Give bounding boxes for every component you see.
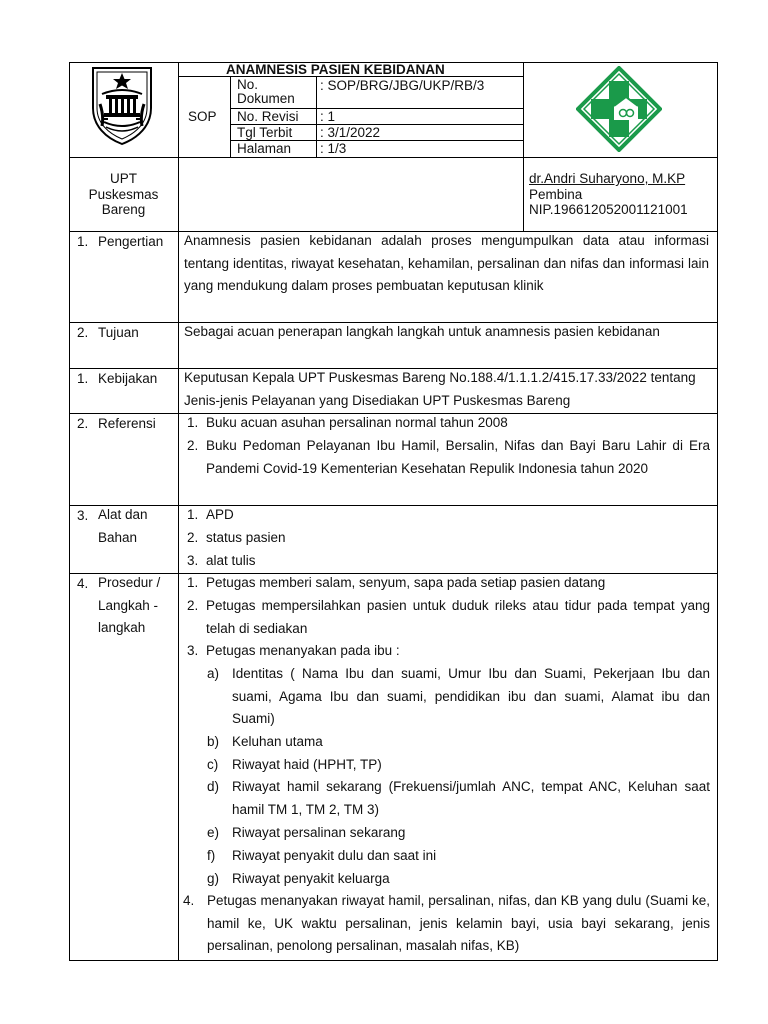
list-text: status pasien xyxy=(206,530,286,545)
sub-list-text: Riwayat persalinan sekarang xyxy=(232,825,406,840)
sub-list-letter: a) xyxy=(207,666,220,681)
revision-label: No. Revisi xyxy=(237,109,299,124)
list-text: Petugas mempersilahkan pasien untuk duduk rileks atau tidur pada tempat yang telah di sediakan xyxy=(206,598,710,636)
list-item xyxy=(187,527,710,550)
section-number: 2. xyxy=(77,416,89,431)
pengertian-text: Anamnesis pasien kebidanan adalah proses mengumpulkan data atau informasi tentang identitas, riwayat kesehatan, kehamilan, persalinan dan nifas dan informasi lain yang mendukung dalam proses pembuatan keputusan klinik xyxy=(184,233,709,293)
list-text: APD xyxy=(206,507,234,522)
list-item xyxy=(187,504,710,527)
section-label-kebijakan: Kebijakan xyxy=(98,371,158,386)
sub-list-text: Riwayat haid (HPHT, TP) xyxy=(232,757,382,772)
list-number: 1. xyxy=(187,575,199,590)
signer-nip: NIP.196612052001121001 xyxy=(529,202,688,217)
list-number: 2. xyxy=(187,530,199,545)
prosedur-label-line-1: Prosedur / xyxy=(98,575,161,590)
signer-name: dr.Andri Suharyono, M.KP xyxy=(529,171,686,186)
section-number: 1. xyxy=(77,371,89,386)
alat-label-line-2: Bahan xyxy=(98,529,138,545)
sub-list-letter: g) xyxy=(207,871,220,886)
doc-no-label-text: No. Dokumen xyxy=(237,77,295,106)
sub-list-text: Riwayat penyakit keluarga xyxy=(232,871,390,886)
sub-list-letter: e) xyxy=(207,825,220,840)
list-number: 4. xyxy=(183,893,195,908)
page-value: : 1/3 xyxy=(320,141,347,156)
list-item xyxy=(187,412,710,435)
sub-list-item xyxy=(207,754,710,777)
section-label-prosedur xyxy=(98,572,160,640)
document-title: ANAMNESIS PASIEN KEBIDANAN xyxy=(226,62,445,77)
sub-list-text: Riwayat hamil sekarang (Frekuensi/jumlah ANC, tempat ANC, Keluhan saat hamil TM 1, TM 2, TM 3) xyxy=(232,779,710,817)
section-label-referensi: Referensi xyxy=(98,416,156,431)
page-label: Halaman xyxy=(237,141,292,156)
unit-line-3: Bareng xyxy=(101,202,146,217)
doc-no-value: : SOP/BRG/JBG/UKP/RB/3 xyxy=(320,78,485,93)
list-text: Petugas menanyakan riwayat hamil, persalinan, nifas, dan KB yang dulu (Suami ke, hamil ke, UK waktu persalinan, jenis kelamin bayi, usia bayi sekarang, jenis persalinan, penolong persalinan, masalah nifas, KB) xyxy=(207,893,710,953)
sub-list-text: Keluhan utama xyxy=(232,734,323,749)
list-text: Petugas memberi salam, senyum, sapa pada setiap pasien datang xyxy=(206,575,606,590)
sub-list-letter: d) xyxy=(207,779,220,794)
sub-list-letter: b) xyxy=(207,734,220,749)
list-item xyxy=(187,572,710,595)
regency-crest-icon xyxy=(88,64,156,146)
sub-list-letter: c) xyxy=(207,757,219,772)
revision-value: : 1 xyxy=(320,109,336,124)
section-number: 4. xyxy=(77,576,89,591)
list-item xyxy=(183,890,710,958)
list-item xyxy=(187,595,710,640)
list-number: 1. xyxy=(187,415,199,430)
section-number: 2. xyxy=(77,325,89,340)
puskesmas-logo-icon xyxy=(576,66,662,152)
sub-list-item xyxy=(207,868,710,891)
section-label-pengertian: Pengertian xyxy=(98,234,164,249)
list-number: 3. xyxy=(187,643,199,658)
sub-list-item xyxy=(207,663,710,731)
list-item xyxy=(187,435,710,480)
list-number: 3. xyxy=(187,553,199,568)
list-number: 2. xyxy=(187,438,199,453)
list-item xyxy=(187,640,710,663)
prosedur-label-line-2: Langkah - xyxy=(98,597,159,613)
sub-list-text: Identitas ( Nama Ibu dan suami, Umur Ibu dan Suami, Pekerjaan Ibu dan suami, Agama Ibu dan suami, pendidikan ibu dan suami, Alamat ibu dan Suami) xyxy=(232,666,710,726)
signer-block xyxy=(529,171,688,218)
sub-list-item xyxy=(207,822,710,845)
issue-date-value: : 3/1/2022 xyxy=(320,125,381,140)
sub-list-item xyxy=(207,731,710,754)
kebijakan-text: Keputusan Kepala UPT Puskesmas Bareng No.188.4/1.1.1.2/415.17.33/2022 tentang Jenis-jenis Pelayanan yang Disediakan UPT Puskesmas Bareng xyxy=(184,370,696,408)
list-text: alat tulis xyxy=(206,553,256,568)
signer-title: Pembina xyxy=(529,186,583,202)
issue-date-label: Tgl Terbit xyxy=(237,125,293,140)
sub-list-item xyxy=(207,845,710,868)
list-text: Petugas menanyakan pada ibu : xyxy=(206,643,400,658)
list-item xyxy=(187,550,710,573)
section-number: 1. xyxy=(77,234,89,249)
section-number: 3. xyxy=(77,508,89,523)
list-number: 2. xyxy=(187,598,199,613)
section-label-alat xyxy=(98,504,148,549)
sub-list-letter: f) xyxy=(207,848,216,863)
list-number: 1. xyxy=(187,507,199,522)
tujuan-text: Sebagai acuan penerapan langkah langkah untuk anamnesis pasien kebidanan xyxy=(184,324,660,339)
list-text: Buku acuan asuhan persalinan normal tahun 2008 xyxy=(206,415,508,430)
unit-name xyxy=(69,171,178,218)
unit-line-1: UPT xyxy=(110,171,137,186)
section-label-tujuan: Tujuan xyxy=(98,325,139,340)
sop-label: SOP xyxy=(188,109,217,124)
alat-label-line-1: Alat dan xyxy=(98,507,148,522)
sub-list-text: Riwayat penyakit dulu dan saat ini xyxy=(232,848,437,863)
prosedur-label-line-3: langkah xyxy=(98,620,146,635)
sub-list-item xyxy=(207,776,710,821)
list-text: Buku Pedoman Pelayanan Ibu Hamil, Bersalin, Nifas dan Bayi Baru Lahir di Era Pandemi Covid-19 Kementerian Kesehatan Repulik Indonesia tahun 2020 xyxy=(206,438,710,476)
doc-no-label xyxy=(237,78,313,106)
unit-line-2: Puskesmas xyxy=(88,186,159,202)
